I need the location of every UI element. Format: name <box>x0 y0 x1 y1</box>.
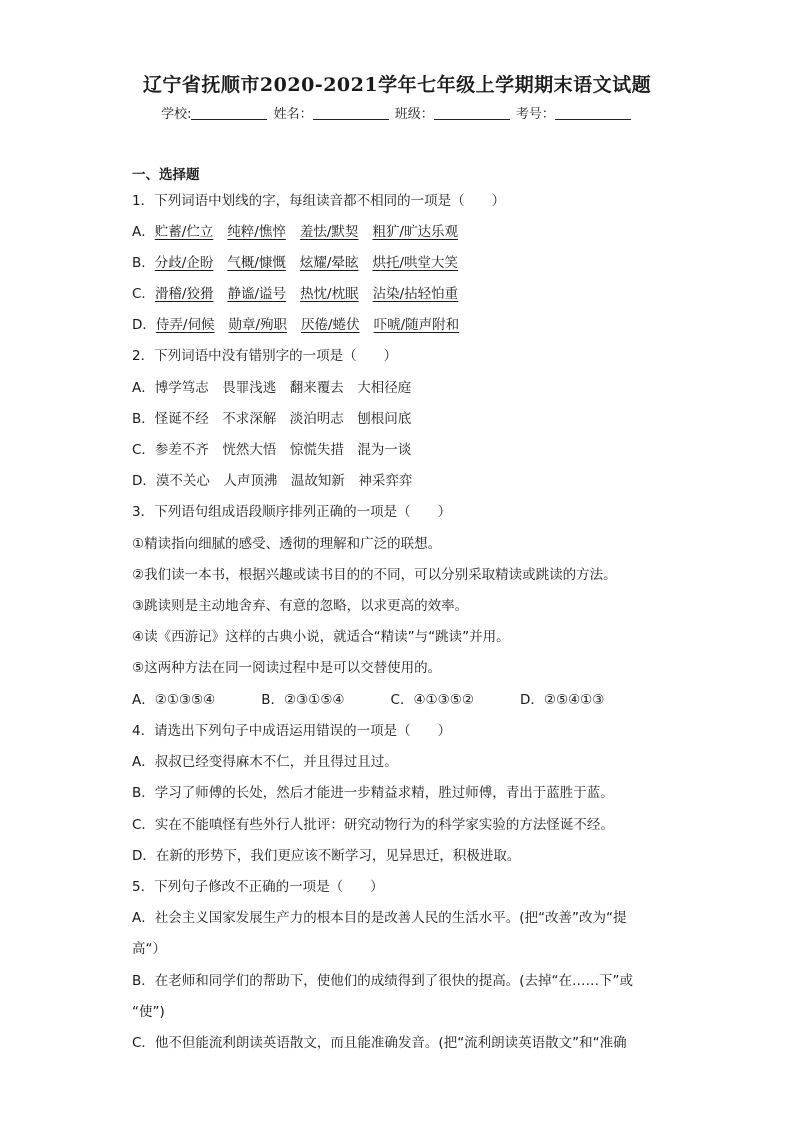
school-label: 学校: <box>161 107 192 122</box>
q5-option-b-line1[interactable]: B．在老师和同学们的帮助下，使他们的成绩得到了很快的提高。(去掉“在……下”或 <box>132 973 634 989</box>
word-group: 纯粹/憔悴 <box>227 224 286 240</box>
q4-option-b[interactable]: B．学习了师傅的长处，然后才能进一步精益求精，胜过师傅，青出于蓝胜于蓝。 <box>132 785 614 801</box>
word-group: 滑稽/狡猾 <box>154 286 214 302</box>
option-label: D． <box>132 317 156 333</box>
q1-option-c[interactable] <box>132 284 458 304</box>
q3-option-c[interactable]: C．④①③⑤② <box>390 692 474 708</box>
q4-option-d[interactable]: D．在新的形势下，我们更应该不断学习，见异思迁，积极进取。 <box>132 848 521 864</box>
option-label: B． <box>132 255 155 271</box>
word-group: 炫耀/晕眩 <box>299 255 359 271</box>
word-group: 吓唬/随声附和 <box>373 317 460 333</box>
q3-stem: 3．下列语句组成语段顺序排列正确的一项是（ ） <box>132 504 452 520</box>
q5-option-a-line1[interactable]: A．社会主义国家发展生产力的根本目的是改善人民的生活水平。(把“改善”改为“提 <box>132 910 627 926</box>
word-group: 贮蓄/伫立 <box>154 224 214 240</box>
q5-stem: 5．下列句子修改不正确的一项是（ ） <box>132 879 384 895</box>
word-group: 侍弄/伺候 <box>155 317 215 333</box>
q3-option-a[interactable]: A．②①③⑤④ <box>132 692 216 708</box>
option-label: C． <box>132 286 155 302</box>
q3-sentence-2: ②我们读一本书，根据兴趣或读书目的的不同，可以分别采取精读或跳读的方法。 <box>132 567 617 583</box>
word-group: 热忱/枕眠 <box>300 286 359 302</box>
q2-option-c[interactable]: C．参差不齐 恍然大悟 惊慌失措 混为一谈 <box>132 442 412 458</box>
q3-option-d[interactable]: D．②⑤④①③ <box>519 692 605 708</box>
exam-title: 辽宁省抚顺市2020-2021学年七年级上学期期末语文试题 <box>142 74 652 96</box>
class-label: 班级： <box>394 107 434 122</box>
q3-option-b[interactable]: B．②③①⑤④ <box>261 692 345 708</box>
option-label: A． <box>132 224 155 240</box>
q4-option-c[interactable]: C．实在不能嗔怪有些外行人批评：研究动物行为的科学家实验的方法怪诞不经。 <box>132 817 614 833</box>
word-group: 厌倦/蜷伏 <box>301 317 360 333</box>
q3-sentence-5: ⑤这两种方法在同一阅读过程中是可以交替使用的。 <box>132 660 442 676</box>
word-group: 勋章/殉职 <box>228 317 288 333</box>
q4-stem: 4．请选出下列句子中成语运用错误的一项是（ ） <box>132 723 452 739</box>
q5-option-c-line1[interactable]: C．他不但能流利朗读英语散文，而且能准确发音。(把“流利朗读英语散文”和“准确 <box>132 1035 627 1051</box>
school-blank[interactable] <box>191 105 267 120</box>
q1-option-a[interactable] <box>132 222 458 242</box>
word-group: 羞怯/默契 <box>299 224 359 240</box>
q1-option-b[interactable] <box>132 253 458 273</box>
word-group: 分歧/企盼 <box>154 255 214 271</box>
q1-stem: 1．下列词语中划线的字，每组读音都不相同的一项是（ ） <box>132 193 506 209</box>
q3-sentence-3: ③跳读则是主动地舍弃、有意的忽略，以求更高的效率。 <box>132 598 469 614</box>
word-group: 烘托/哄堂大笑 <box>372 255 459 271</box>
q3-sentence-4: ④读《西游记》这样的古典小说，就适合“精读”与“跳读”并用。 <box>132 629 510 645</box>
name-blank[interactable] <box>313 105 389 120</box>
word-group: 粗犷/旷达乐观 <box>372 224 458 240</box>
q5-option-b-line2[interactable]: “使”) <box>132 1004 165 1020</box>
q2-option-d[interactable]: D．漠不关心 人声顶沸 温故知新 神采弈弈 <box>132 473 413 489</box>
word-group: 沾染/拈轻怕重 <box>372 286 459 302</box>
q2-option-a[interactable]: A．博学笃志 畏罪浅逃 翻来覆去 大相径庭 <box>132 380 412 396</box>
q3-sentence-1: ①精读指向细腻的感受、透彻的理解和广泛的联想。 <box>132 536 442 552</box>
q5-option-a-line2[interactable]: 高“） <box>132 941 166 957</box>
word-group: 气概/慷慨 <box>227 255 286 271</box>
q2-option-b[interactable]: B．怪诞不经 不求深解 淡泊明志 刨根问底 <box>132 411 412 427</box>
class-blank[interactable] <box>434 105 510 120</box>
q3-options <box>132 690 604 710</box>
q4-option-a[interactable]: A．叔叔已经变得麻木不仁，并且得过且过。 <box>132 754 398 770</box>
word-group: 静谧/谥号 <box>227 286 287 302</box>
exam-number-blank[interactable] <box>555 105 631 120</box>
name-label: 姓名： <box>273 107 313 122</box>
q1-option-d[interactable] <box>132 315 459 335</box>
section-heading: 一、选择题 <box>132 167 200 183</box>
student-info-row <box>0 103 794 122</box>
q2-stem: 2．下列词语中没有错别字的一项是（ ） <box>132 348 398 364</box>
exam-number-label: 考号： <box>515 107 555 122</box>
